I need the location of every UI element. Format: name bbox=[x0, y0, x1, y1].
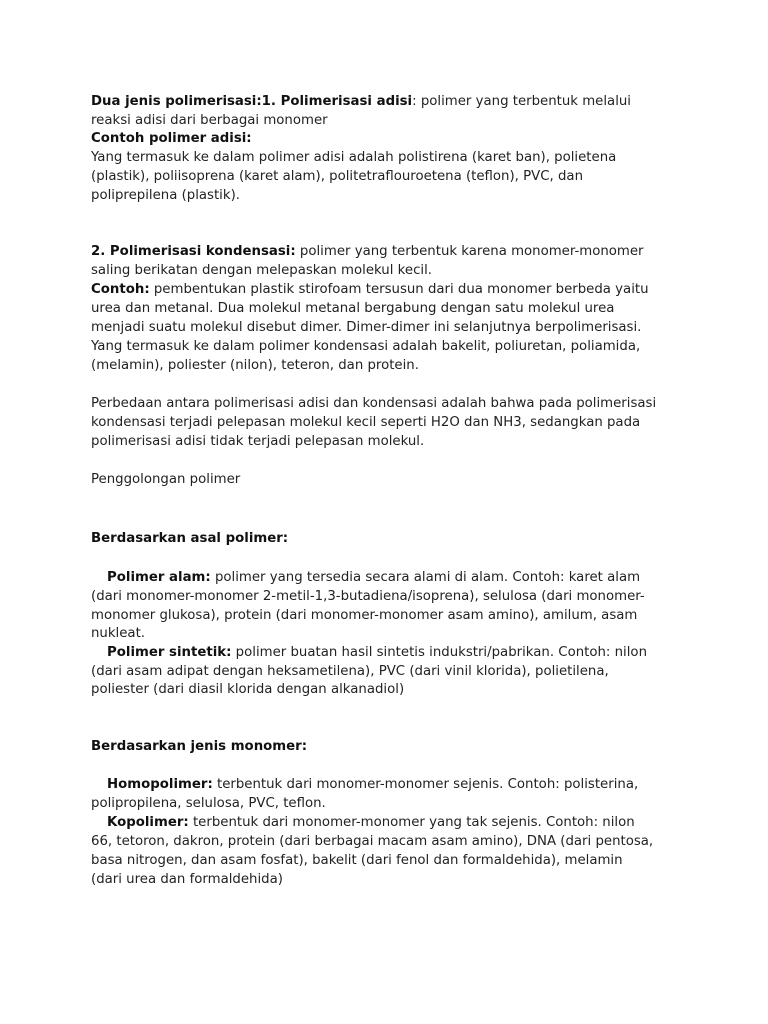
text-line bbox=[91, 167, 583, 186]
text-line bbox=[91, 280, 649, 299]
text-line bbox=[91, 186, 240, 205]
text-line bbox=[91, 394, 656, 413]
text-line bbox=[91, 129, 252, 148]
bold-text: Polimer alam: bbox=[107, 570, 211, 585]
text: (plastik), poliisoprena (karet alam), politetraflouroetena (teflon), PVC, dan bbox=[91, 169, 583, 184]
bold-text: Dua jenis polimerisasi:1. Polimerisasi adisi bbox=[91, 94, 413, 109]
text-line bbox=[91, 606, 637, 625]
text-line bbox=[91, 92, 631, 111]
text-line bbox=[91, 870, 283, 889]
text: (dari urea dan formaldehida) bbox=[91, 872, 283, 887]
text: polimer buatan hasil sintetis indukstri/pabrikan. Contoh: nilon bbox=[231, 645, 647, 660]
text: basa nitrogen, dan asam fosfat), bakelit (dari fenol dan formaldehida), melamin bbox=[91, 853, 623, 868]
bold-text: 2. Polimerisasi kondensasi: bbox=[91, 244, 296, 259]
text: (dari monomer-monomer 2-metil-1,3-butadiena/isoprena), selulosa (dari monomer- bbox=[91, 589, 645, 604]
bold-text: Berdasarkan asal polimer: bbox=[91, 531, 289, 546]
text-line bbox=[91, 318, 641, 337]
text: poliester (dari diasil klorida dengan alkanadiol) bbox=[91, 682, 405, 697]
text: reaksi adisi dari berbagai monomer bbox=[91, 113, 328, 128]
text: pembentukan plastik stirofoam tersusun dari dua monomer berbeda yaitu bbox=[149, 282, 649, 297]
bold-text: Berdasarkan jenis monomer: bbox=[91, 739, 308, 754]
text: Penggolongan polimer bbox=[91, 472, 241, 487]
text-line bbox=[91, 624, 145, 643]
text-line bbox=[91, 261, 432, 280]
text-line bbox=[91, 111, 328, 130]
text: nukleat. bbox=[91, 626, 146, 641]
bold-text: Kopolimer: bbox=[107, 815, 189, 830]
text: menjadi suatu molekul disebut dimer. Dimer-dimer ini selanjutnya berpolimerisasi. bbox=[91, 320, 642, 335]
text-line bbox=[91, 242, 644, 261]
bold-text: Homopolimer: bbox=[107, 777, 213, 792]
text-line bbox=[91, 794, 326, 813]
bold-text: Polimer sintetik: bbox=[107, 645, 232, 660]
text-line bbox=[91, 356, 419, 375]
text: (melamin), poliester (nilon), teteron, dan protein. bbox=[91, 358, 419, 373]
text: polipropilena, selulosa, PVC, teflon. bbox=[91, 796, 326, 811]
text: urea dan metanal. Dua molekul metanal bergabung dengan satu molekul urea bbox=[91, 301, 615, 316]
text-line bbox=[91, 337, 640, 356]
text-line bbox=[107, 775, 638, 794]
text: Yang termasuk ke dalam polimer kondensasi adalah bakelit, poliuretan, poliamida, bbox=[91, 339, 641, 354]
text: polimer yang tersedia secara alami di alam. Contoh: karet alam bbox=[210, 570, 641, 585]
text-line bbox=[91, 299, 614, 318]
text-line bbox=[91, 680, 404, 699]
text-line bbox=[91, 737, 307, 756]
text-line bbox=[91, 529, 288, 548]
text: 66, tetoron, dakron, protein (dari berbagai macam asam amino), DNA (dari pentosa, bbox=[91, 834, 654, 849]
text: monomer glukosa), protein (dari monomer-monomer asam amino), amilum, asam bbox=[91, 608, 638, 623]
text-line bbox=[91, 851, 623, 870]
text-line bbox=[91, 587, 645, 606]
text: terbentuk dari monomer-monomer sejenis. Contoh: polisterina, bbox=[212, 777, 639, 792]
text: (dari asam adipat dengan heksametilena), PVC (dari vinil klorida), polietilena, bbox=[91, 664, 609, 679]
text: kondensasi terjadi pelepasan molekul kecil seperti H2O dan NH3, sedangkan pada bbox=[91, 415, 641, 430]
text: polimer yang terbentuk karena monomer-monomer bbox=[295, 244, 644, 259]
text-line bbox=[91, 432, 424, 451]
text: : polimer yang terbentuk melalui bbox=[412, 94, 632, 109]
text-line bbox=[91, 413, 640, 432]
text-line bbox=[91, 832, 653, 851]
bold-text: Contoh polimer adisi: bbox=[91, 131, 252, 146]
text-line bbox=[107, 643, 647, 662]
text: polimerisasi adisi tidak terjadi pelepasan molekul. bbox=[91, 434, 425, 449]
text-line bbox=[91, 148, 616, 167]
text: saling berikatan dengan melepaskan molekul kecil. bbox=[91, 263, 432, 278]
text-line bbox=[91, 662, 609, 681]
text-line bbox=[107, 813, 635, 832]
text: Perbedaan antara polimerisasi adisi dan kondensasi adalah bahwa pada polimerisasi bbox=[91, 396, 657, 411]
text: poliprepilena (plastik). bbox=[91, 188, 240, 203]
bold-text: Contoh: bbox=[91, 282, 150, 297]
text-line bbox=[107, 568, 640, 587]
text-line bbox=[91, 470, 240, 489]
text: terbentuk dari monomer-monomer yang tak sejenis. Contoh: nilon bbox=[188, 815, 635, 830]
text: Yang termasuk ke dalam polimer adisi adalah polistirena (karet ban), polietena bbox=[91, 150, 617, 165]
